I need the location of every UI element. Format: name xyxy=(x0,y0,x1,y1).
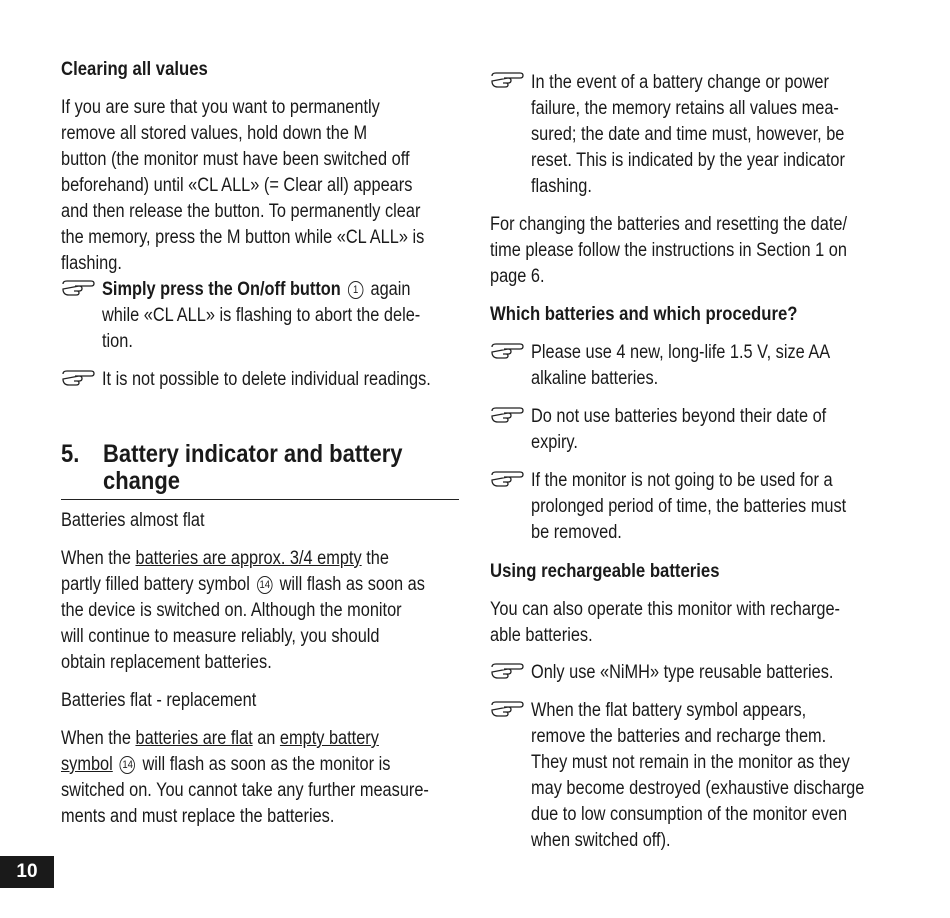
clearing-line: and then release the button. To permanently clear xyxy=(61,201,421,222)
which-batteries-heading: Which batteries and which procedure? xyxy=(490,304,798,325)
pointing-hand-icon xyxy=(490,70,526,90)
tip-aa-batteries: Please use 4 new, long-life 1.5 V, size AA alkaline batteries. xyxy=(531,342,831,389)
section-title-line: change xyxy=(103,467,181,495)
battery-symbol-ref: 14 xyxy=(120,756,135,774)
clearing-line: the memory, press the M button while «CL ALL» is xyxy=(61,227,425,248)
clearing-paragraph xyxy=(61,95,461,277)
tip-abort-rest: again xyxy=(370,279,411,300)
section-heading xyxy=(61,441,459,500)
clearing-line: flashing. xyxy=(61,253,122,274)
section-number: 5. xyxy=(61,440,80,468)
page-number: 10 xyxy=(0,856,54,888)
tip-nimh: Only use «NiMH» type reusable batteries. xyxy=(531,662,834,683)
changing-paragraph: For changing the batteries and resetting the date/ time please follow the instructions in Section 1 on page 6. xyxy=(490,214,847,287)
underlined-text: batteries are flat xyxy=(135,728,253,749)
tip-abort xyxy=(102,277,462,355)
tip-no-delete: It is not possible to delete individual readings. xyxy=(102,369,431,390)
clearing-heading: Clearing all values xyxy=(61,59,208,80)
tip-expiry: Do not use batteries beyond their date of expiry. xyxy=(531,406,827,453)
rechargeable-paragraph: You can also operate this monitor with recharge- able batteries. xyxy=(490,599,841,646)
flat-heading: Batteries flat - replacement xyxy=(61,690,257,711)
tip-flat-symbol: When the flat battery symbol appears, remove the batteries and recharge them. They must not remain in the monitor as they may become destroyed (exhaustive discharge due to low consumption of the monitor even when switched off). xyxy=(531,700,865,851)
clearing-line: If you are sure that you want to permanently xyxy=(61,97,380,118)
pointing-hand-icon xyxy=(490,699,526,719)
tip-abort-line: tion. xyxy=(102,331,133,352)
pointing-hand-icon xyxy=(490,405,526,425)
rechargeable-heading: Using rechargeable batteries xyxy=(490,561,720,582)
battery-symbol-ref: 14 xyxy=(257,576,272,594)
almost-flat-heading: Batteries almost flat xyxy=(61,510,205,531)
tip-abort-line: while «CL ALL» is flashing to abort the dele- xyxy=(102,305,421,326)
flat-paragraph: When the batteries are flat an empty battery symbol 14 will flash as soon as the monitor is switched on. You cannot take any further measure- ments and must replace the batteries. xyxy=(61,728,429,827)
pointing-hand-icon xyxy=(490,469,526,489)
underlined-text: batteries are approx. 3/4 empty xyxy=(135,548,362,569)
almost-flat-paragraph: When the batteries are approx. 3/4 empty the partly filled battery symbol 14 will flash as soon as the device is switched on. Although the monitor will continue to measure reliably, you should obtain replacement batteries. xyxy=(61,548,425,673)
section-title-line: Battery indicator and battery xyxy=(103,440,403,468)
tip-power-failure: In the event of a battery change or power failure, the memory retains all values mea- sured; the date and time must, however, be reset. This is indicated by the year indicator flashing. xyxy=(531,72,845,197)
pointing-hand-icon xyxy=(490,341,526,361)
tip-remove: If the monitor is not going to be used for a prolonged period of time, the batteries must be removed. xyxy=(531,470,847,543)
on-off-button-ref: 1 xyxy=(348,281,363,299)
clearing-line: beforehand) until «CL ALL» (= Clear all) appears xyxy=(61,175,413,196)
clearing-line: remove all stored values, hold down the M xyxy=(61,123,368,144)
underlined-text: empty battery xyxy=(279,728,379,749)
tip-abort-bold: Simply press the On/off button xyxy=(102,279,341,300)
underlined-text: symbol xyxy=(61,754,113,775)
pointing-hand-icon xyxy=(61,368,97,388)
pointing-hand-icon xyxy=(490,661,526,681)
clearing-line: button (the monitor must have been switched off xyxy=(61,149,410,170)
pointing-hand-icon xyxy=(61,278,97,298)
